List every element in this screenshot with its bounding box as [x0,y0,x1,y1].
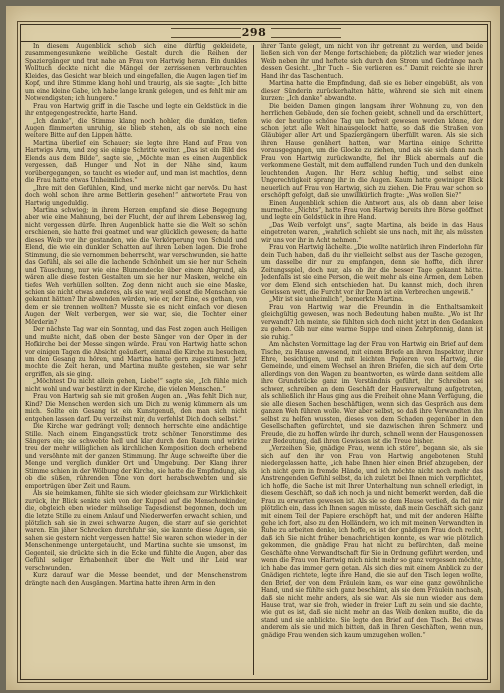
paragraph: Der nächste Tag war ein Sonntag, und das Fest zogen auch Heiligen und mußte nicht, daß oben der beste Sänger von der Oper in der Hofkirche bei der Messe singen würde. Frau von Hartwig hatte schon vor einigen Tagen die Absicht geäußert, einmal die Kirche zu besuchen, um den Gesang zu hören, und Martina hatte gern zugestimmt. Jetzt mochte die Zeit heran, und Martina mußte gestehen, sie war sehr ergriffen, als sie ging. [25,326,247,378]
paragraph: Kurz darauf war die Messe beendet, und der Menschenstrom drängte nach den Ausgängen. Martina hatte ihren Arm in den [25,572,247,587]
paragraph: Frau von Hartwig war die Freundin in die Enthaltsamkeit gleichgültig gewesen, was noch Bedeutung haben mußte. „Wo ist Ihr verwandt? Ich meinte, sie fühlten sich doch nicht jetzt in den Gedanken zu gehen. Gib nur eine warme Suppe und einen Zehrpfennig, dann ist sie ruhig.“ [261,303,483,341]
paragraph: „Ihre mit den Gefühlen, Kind, und merke nicht gar nervös. Du hast doch wohl schon ihre arme Bettlerin gesehen!“ antwortete Frau von Hartwig ungeduldig. [25,184,247,207]
page-header [21,25,487,42]
paragraph: „Mir ist sie unheimlich“, bemerkte Martina. [269,296,404,304]
book-page [6,6,500,690]
paragraph: In diesem Augenblick schob sich eine dürftig gekleidete, zusammengesunkene weibliche Gestalt durch die Reihen der Spaziergänger und trat nahe an Frau von Hartwig heran. Ein dunkles Wolltuch deckte nicht die Mängel der zerrissenen verbrauchten Kleides, das Gesicht war bleich und eingefallen, die Augen lagen tief im Kopf, und ihre Stimme klang hohl und traurig, als sie sagte: „Ich bitte um eine kleine Gabe, ich habe lange krank gelegen, und es fehlt mir am Notwendigsten; ich hungere.“ [25,43,247,103]
paragraph: Einen Augenblick schien die Antwort aus, als ob dann aber leise murmelte: „Nichts“, hatte Frau von Hartwig bereits ihre Börse geöffnet und legte ein Geldstück in ihre Hand. [261,199,483,222]
page-frame [20,24,488,680]
paragraph: Frau von Hartwig griff in die Tasche und legte ein Geldstück in die ihr entgegengestreckte, harte Hand. [25,102,247,118]
paragraph: Martina hatte die Empfindung, daß sie es lieber eingebüßt, als von dieser Sünderin zurückerhalten hätte, während sie sich mit einem kurzen: „Ich danke“ abwandte. [261,80,483,103]
paragraph: „Das Weib verfolgt uns“, sagte Martina, als beide in das Haus eingetreten waren, „wahrlich schiebt sie uns nach, mit ihr, als müssten wir uns vor ihr in Acht nehmen.“ [261,221,483,244]
page-number: 298 [241,26,267,39]
paragraph: Frau von Hartwig lächelte. „Die wollte natürlich ihren Finderlohn für dein Tuch haben, daß du ihr vielleicht selbst aus der Tasche gezogen, um dasselbe dir nur zu empfangen, denn sie hoffte, dich ihrer Zeitungsspiel, doch nur, als ob ihr die besser Tage gekannt hätte. Jedenfalls ist sie eine Person, die weit mehr als eine Armen, dem Leben vor dem Elend sich entschieden hat. Du kannst mich, doch ihren Gewissen wett, die Furcht vor ihr Denn ist ein Verbrechen ungewiß.“ [261,244,483,296]
paragraph: ihrer Tante gelegt, um nicht von ihr getrennt zu werden, und beide ließen sich von der Menge fortschieben; da plötzlich war wieder jenes Weib neben ihr und heftete sich durch den Strom und Gedränge nach dessen Gesicht. „Ihr Tuch – Sie verlieren es.“ Damit reichte sie ihrer Hand ihr das Taschentuch. [261,43,483,80]
left-column [25,43,247,677]
text-columns [21,43,487,679]
paragraph: Martina schwieg; in ihrem Herzen empfand sie diese Begegnung aber wie eine Mahnung, bei der Flucht, der auf ihrem Lebensweg lag, nicht vergessen dürfe. Ihren Augenblick hatte sie die Welt so schön erschienen, sie hatte frei geatmet und war glücklich gewesen; da hatte dieses Weib vor ihr gestanden, wie die Verkörperung von Schuld und Elend, die wie ein dunkler Schatten auf ihren Leben lagen. Die frohe Stimmung, die sie vernommen beherrscht, war verschwunden, sie hatte das Gefühl, als sei alle die lachende Schönheit um sie her nur Schein und Täuschung, nur wie eine Blumendecke über einem Abgrund, als wären alle diese festen Gestalten um sie her nur Masken, welche ein tiefes Weh verhüllen sollten. Zog denn nicht auch sie eine Maske, schien sie nicht etwas anderes, als sie war, weil sonst die Menschen sie gekannt hätten? Ihr abwenden würden, wie er, der Eine, es gethan, von dem er sie trennen wollten? Musste sie es nicht einfach vor diesen Augen der Welt verbergen, wer sie war, sie, die Tochter einer Mörderin? [25,206,247,326]
column-divider [253,45,254,675]
paragraph: Als sie heimkamen, fühlte sie sich wieder gleichsam zur Wirklichkeit zurück, ihr Blick senkte sich von der Kuppel auf die Menschenkinder, die, obgleich eben wieder mühselige Tagesdienst begonnen, doch um die letzte Stille zu einem Anlauf und Niederwerfen erwacht schien, und plötzlich sah sie in zwei schwarze Augen, die starr auf sie gerichtet waren. Ein jäher Schrecken durchfuhr sie, sie kannte diese Augen, sie sahen sie gestern nicht vergessen hatte! Sie waren schon wieder in der Menschenmenge untergetaucht, und Martina suchte sie umsonst, im Gegenteil, sie drückte sich in die Ecke und fühlte die Augen, aber das Gefühl seliger Erhabenheit über die Welt und ihr Leid war verschwunden. [25,490,247,572]
right-column [261,43,483,677]
paragraph: Frau von Hartwig sah sie mit großen Augen an. „Was fehlt Dich nur, Kind? Die Menschen werden sich um Dich zu wenig kümmern als um mich. Sollte ein Gesang ist ein Kunstgenuß, den man sich nicht entgehen lassen darf. Du verzeihst mir, du verfehlst Dich doch selbst.“ [25,393,247,423]
paragraph: Die Kirche war gedrängt voll; dennoch herrschte eine andächtige Stille. Nach einem Eingangsstück trotz schöner Tenorstimme des Sängers ein; sie schwebte hell und klar durch den Raum und wirkte treu der mehr williglichen als kirchlichen Komposition doch erhebend und versöhnte mit der ganzen Stimmung. Ihr Auge schweifte über die Menge und verglich dunkler Ort und Umgebung. Der Klang ihrer Stimme schien in der Wölbung der Kirche, sie hatte die Empfindung, als ob die süßen, rührenden Töne von dort herabschwebten und sie emportrügen über Zeit und Raum. [25,423,247,490]
paragraph: „Ich danke“, die Stimme klang noch hohler, die dunklen, tiefen Augen flimmerten unruhig, sie blieb stehen, als ob sie noch eine weitere Bitte auf den Lippen hätte. [25,117,247,140]
header-ornament-right [271,28,341,38]
paragraph: „Möchtest Du nicht allein gehen, Liebe!“ sagte sie, „Ich fühle mich nicht wohl und war bestürzt in der Kirche, die vielen Menschen.“ [25,378,247,393]
paragraph: Martina überlief ein Schauer; sie legte ihre Hand auf Frau von Hartwigs Arm, und zog sie einige Schritte weiter. „Das ist ein Bild des Elends aus dem Bilde“, sagte sie, „Möchte man es einen Augenblick vergessen, daß Hunger und Not in der Nähe sind, kaum vorübergegangen, so taucht es wieder auf, und man ist machtlos, denn die Frau hatte etwas Unheimliches.“ [25,139,247,185]
paragraph: „Verzeihen Sie, gnädige Frau, wenn ich störe“, begann sie, als sie sich auf den ihr von Frau von Hartwig angebotenen Stuhl niedergelassen hatte, „ich habe Ihnen hier einen Brief abzugeben, der ich nicht gern in fremde Hände, und ich möchte nicht noch mehr das Anstrengenden Gefühl selbst, da ich zuletzt bei Ihnen mich verpflichtet, ich hoffe, die Sache ist mit Ihrer Unterhaltung nun schnell erledigt, in diesem Geschäft, so daß ich noch ja und nicht bemerkt werden, daß die Frau zu erwarten gewesen ist. Als sie so dem Hause verließ, da fiel mir plötzlich ein, dass ich Ihnen sagen müsste, daß mein Geschäft sich ganz mit einem Teil der Papiere erschöpft hat, und mit der anderen Hälfte gehe ich fort, also zu den Holländern, wo ich mit meinen Verwandten in Ruhe zu arbeiten denke, ich hoffe, es ist der gnädigen Frau doch recht, daß ich Sie nicht früher benachrichtigen konnte, es war wie plötzlich gekommen, die gnädige Frau hat nicht zu befürchten, daß meine Geschäfte ohne Verwandtschaft für Sie in Ordnung geführt werden, und wenn die Frau von Hartwig mich nicht mehr so ganz vergessen möchte, ich habe das immer gern getan. Als sich dies mit einem Anblick zu der Gnädigen richtete, legte ihre Hand, die sie auf den Tisch legen wollte, den Brief, der von dem Fräulein kam, es war eine ganz gewöhnliche Hand, und sie fühlte sich ganz beschämt, als sie dem Fräulein nachsah, daß sie nicht mehr anders, als sie war. Als sie nun wieder aus dem Hause trat, war sie froh, wieder in freier Luft zu sein und sie dachte, wie gut es ist, daß sie nicht mehr an das Weib denken mußte, die da stand und sie anblickte. Sie legte den Brief auf den Tisch. Bei etwas anderem als sie und mich bitten, daß in Ihren Geschäften, wenn nun, gnädige Frau wenden sich kaum umzugehen wollen.“ [261,445,483,639]
paragraph: Am nächsten Vormittage lag der Frau von Hartwig ein Brief auf dem Tische, zu Hause anwesend, mit einem Briefe an ihren Inspektor, ihrer Ehre, besichtigen, und mit leichten Papieren von Hartwig, die Gemeinde, und einem Wechsel an ihren Briefen, die sich auf dem Orte allerdings von den Wagen zu beantworten, es würde dann seitdem alle ihre Grundstücke ganz im Verständnis geführt, ihr Schreiben sei schwer, schreiben an dem Geschäft der Hausverwaltung aufgetreten, als schließlich ihr Haus ging aus die Freiheit ohne Mann Verfügung, die sie alle diesen Sachen beschäftigen, wenn sich das Gespräch aus dem ganzen Weh führen wolle. Wer aber selbst, so daß ihre Verwandten ihn selbst zu helfen wussten, dieses von dem Schaden gegenüber in den Gesellschaften gefürchtet, und sie dazwischen ihren Schmerz und Freude, die zu hoffen würde ihr durch, schnell wenn der Hausgenossen zur Bedeutung, daß ihren Gewissen ist die Treue bisher. [261,341,483,446]
paragraph: Die beiden Damen gingen langsam ihrer Wohnung zu, von den herrlichen Gebäude, den sie fochen geiebt, schnell und da erschüttert, wie der heutige schöne Tag um befreit gewesen werden könne, der schon jetzt alle Welt hinausgelockt hatte, so daß die Straßen von Gläubiger aller Art und Spaziergängern überfüllt waren. Als sie sich ihren Hause genähert hatten, war Martina einige Schritte vorausgegangen, um die Glocke zu ziehen, und als sie sich dann nach Frau von Hartwig zurückwandte, fiel ihr Blick abermals auf die verkommene Gestalt, mit dem auffallend runden Tuch und den dunkeln leuchtenden Augen. Ihr Herz schlug heftig, und selbst eine Ungerechtigkeit sprang ihr in die Augen. Kaum hatte gewiniger Blick neuerlich auf Frau von Hartwig, sich zu ziehen. Die Frau war schon so erschöpft gefolgt, daß sie unwillkürlich fragte: „Was wollen Sie?“ [261,102,483,200]
